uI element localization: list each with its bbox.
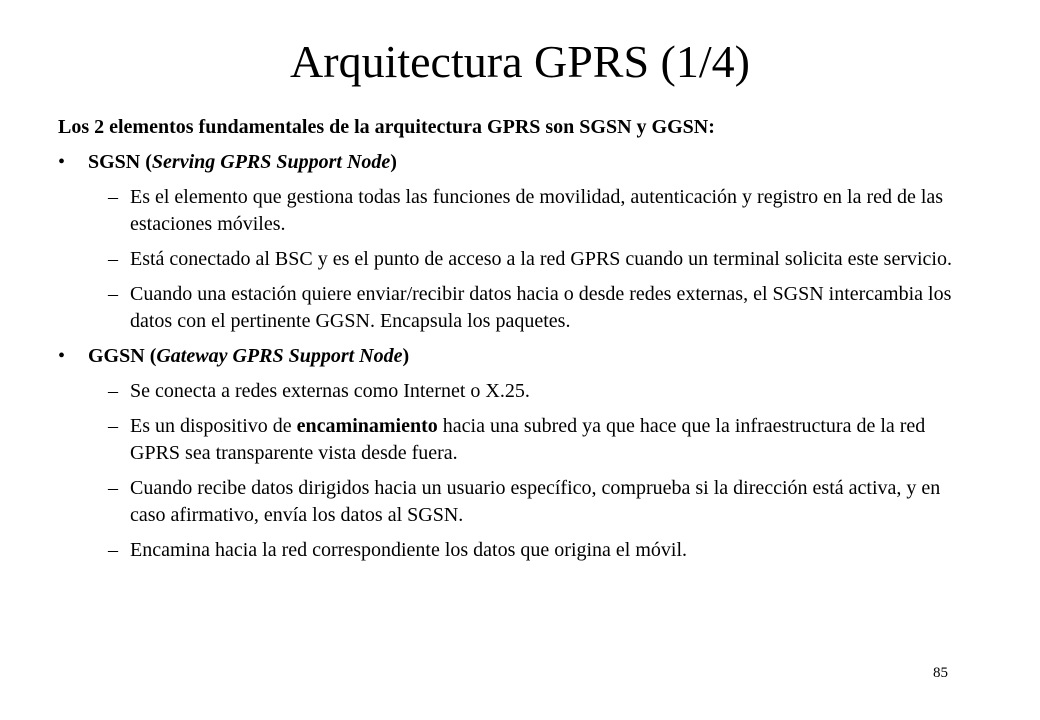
dash-marker: – [108,415,118,437]
dash-marker: – [108,186,118,208]
bullet-ggsn-heading [88,343,409,370]
dash-marker: – [108,380,118,402]
ggsn-sub-item-text: Se conecta a redes externas como Internet o X.25. [130,380,530,402]
sgsn-acronym: SGSN [88,151,141,173]
intro-text: Los 2 elementos fundamentales de la arquitectura GPRS son SGSN y GGSN: [58,116,715,138]
slide-title: Arquitectura GPRS (1/4) [290,36,750,87]
ggsn-sub-item [58,475,988,529]
ggsn-item-2-keyword: encaminamiento [296,415,438,437]
bullet-marker: • [58,345,66,367]
ggsn-acronym: GGSN [88,345,145,367]
sgsn-sub-item [58,246,988,273]
page-number: 85 [933,665,948,681]
sgsn-close-paren: ) [390,151,397,173]
sgsn-sub-item [58,281,988,335]
ggsn-sub-item [58,537,988,564]
ggsn-sub-item-text [130,413,960,467]
ggsn-sub-item-text: Encamina hacia la red correspondiente los datos que origina el móvil. [130,539,688,561]
dash-marker: – [108,477,118,499]
ggsn-close-paren: ) [402,345,410,367]
sgsn-expansion: Serving GPRS Support Node [151,151,391,173]
sgsn-sub-list [58,184,988,335]
slide-content [58,114,988,572]
bullet-marker: • [58,151,66,173]
bullet-sgsn [58,149,988,176]
ggsn-item-2-before: Es un dispositivo de [130,415,297,437]
ggsn-item-2-after: hacia una subred ya que hace que la infraestructura de la red GPRS sea transparente vista desde fuera. [130,415,926,464]
sgsn-sub-item-text: Es el elemento que gestiona todas las funciones de movilidad, autenticación y registro en la red de las estaciones móviles. [130,186,944,235]
sgsn-sub-item [58,184,988,238]
dash-marker: – [108,539,118,561]
ggsn-open-paren: ( [144,345,157,367]
bullet-sgsn-heading [88,149,397,176]
bullet-ggsn [58,343,988,370]
ggsn-sub-item-text: Cuando recibe datos dirigidos hacia un usuario específico, comprueba si la dirección está activa, y en caso afirmativo, envía los datos al SGSN. [130,477,941,526]
sgsn-open-paren: ( [140,151,152,173]
ggsn-expansion: Gateway GPRS Support Node [156,345,403,367]
ggsn-sub-item [58,413,988,467]
sgsn-sub-item-text: Está conectado al BSC y es el punto de acceso a la red GPRS cuando un terminal solicita este servicio. [130,248,952,270]
dash-marker: – [108,283,118,305]
ggsn-sub-list [58,378,988,564]
ggsn-sub-item [58,378,988,405]
dash-marker: – [108,248,118,270]
sgsn-sub-item-text: Cuando una estación quiere enviar/recibir datos hacia o desde redes externas, el SGSN intercambia los datos con el pertinente GGSN. Encapsula los paquetes. [130,283,952,332]
